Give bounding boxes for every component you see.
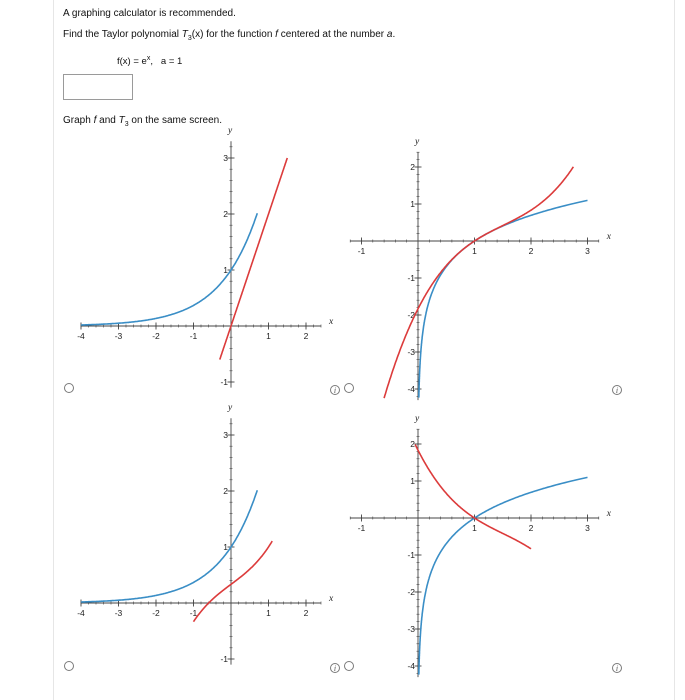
x-tick-label: -4 bbox=[77, 608, 85, 618]
graph-text: Graph bbox=[63, 115, 94, 126]
radio-option-b[interactable] bbox=[344, 383, 354, 393]
prompt-text: centered at the number bbox=[277, 29, 387, 40]
y-tick-label: 2 bbox=[410, 162, 415, 172]
x-tick-label: 2 bbox=[303, 608, 309, 618]
y-tick-label: -2 bbox=[407, 310, 415, 320]
info-icon[interactable]: i bbox=[612, 385, 622, 395]
f-curve bbox=[419, 200, 588, 397]
x-tick-label: -1 bbox=[357, 523, 366, 533]
radio-option-d[interactable] bbox=[344, 661, 354, 671]
x-tick-label: -1 bbox=[189, 331, 198, 341]
y-tick-label: -1 bbox=[407, 550, 415, 560]
function-separator: , bbox=[150, 56, 153, 68]
x-tick-label: 1 bbox=[472, 523, 477, 533]
x-tick-label: -3 bbox=[114, 331, 123, 341]
prompt-text: Find the Taylor polynomial bbox=[63, 29, 182, 40]
y-tick-label: -3 bbox=[407, 624, 415, 634]
info-icon[interactable]: i bbox=[612, 663, 622, 673]
x-tick-label: -1 bbox=[357, 246, 366, 256]
y-axis-label: y bbox=[415, 137, 420, 148]
y-tick-label: -2 bbox=[407, 587, 415, 597]
graph-option-c bbox=[65, 403, 335, 672]
x-tick-label: -2 bbox=[152, 331, 160, 341]
x-tick-label: 2 bbox=[528, 246, 534, 256]
poly-arg: (x) bbox=[191, 29, 204, 40]
x-tick-label: 2 bbox=[303, 331, 309, 341]
y-tick-label: 3 bbox=[223, 430, 228, 440]
graph-T: T bbox=[118, 115, 125, 126]
graph-option-b bbox=[345, 135, 615, 395]
t3-curve bbox=[415, 445, 531, 549]
question-prompt bbox=[63, 29, 395, 42]
x-axis-label: x bbox=[606, 509, 612, 519]
x-tick-label: 3 bbox=[585, 246, 590, 256]
info-icon[interactable]: i bbox=[330, 663, 340, 673]
function-letter: f bbox=[275, 29, 278, 40]
radio-option-c[interactable] bbox=[64, 661, 74, 671]
poly-subscript: 3 bbox=[187, 35, 192, 42]
calculator-note: A graphing calculator is recommended. bbox=[63, 8, 236, 19]
y-tick-label: -1 bbox=[220, 377, 228, 387]
x-tick-label: -1 bbox=[189, 608, 198, 618]
x-tick-label: -3 bbox=[114, 608, 123, 618]
y-tick-label: 1 bbox=[410, 476, 415, 486]
t3-curve bbox=[194, 541, 273, 622]
graph-f: f bbox=[93, 115, 97, 126]
x-tick-label: -4 bbox=[77, 331, 85, 341]
y-axis-label: y bbox=[228, 126, 233, 137]
graph-option-a bbox=[65, 126, 335, 395]
prompt-text: . bbox=[392, 29, 396, 40]
graph-subscript: 3 bbox=[124, 121, 129, 128]
function-exponent: x bbox=[146, 55, 151, 62]
y-tick-label: -4 bbox=[407, 384, 415, 394]
x-tick-label: 1 bbox=[266, 608, 271, 618]
y-tick-label: 1 bbox=[223, 542, 228, 552]
y-tick-label: -4 bbox=[407, 661, 415, 671]
y-tick-label: -1 bbox=[220, 654, 228, 664]
x-tick-label: -2 bbox=[152, 608, 160, 618]
y-tick-label: 2 bbox=[223, 486, 228, 496]
f-curve bbox=[419, 477, 588, 674]
y-tick-label: 2 bbox=[410, 439, 415, 449]
prompt-text: for the function bbox=[203, 29, 276, 40]
y-axis-label: y bbox=[228, 403, 233, 414]
function-definition bbox=[117, 55, 182, 67]
graph-instruction bbox=[63, 115, 222, 128]
x-axis-label: x bbox=[606, 232, 612, 242]
poly-name: T bbox=[181, 29, 188, 40]
radio-option-a[interactable] bbox=[64, 383, 74, 393]
y-axis-label: y bbox=[415, 414, 420, 425]
x-axis-label: x bbox=[329, 317, 334, 327]
y-tick-label: -1 bbox=[407, 273, 415, 283]
y-tick-label: 2 bbox=[223, 209, 228, 219]
y-tick-label: 1 bbox=[410, 199, 415, 209]
y-tick-label: 3 bbox=[223, 153, 228, 163]
graph-text: and bbox=[96, 115, 119, 126]
center-variable: a bbox=[386, 29, 393, 40]
y-tick-label: -3 bbox=[407, 347, 415, 357]
graph-text: on the same screen. bbox=[128, 115, 223, 126]
x-axis-label: x bbox=[329, 594, 334, 604]
function-lhs: f(x) = e bbox=[117, 56, 147, 68]
graph-option-d bbox=[345, 412, 615, 672]
x-tick-label: 3 bbox=[585, 523, 590, 533]
x-tick-label: 1 bbox=[266, 331, 271, 341]
x-tick-label: 2 bbox=[528, 523, 534, 533]
answer-input[interactable] bbox=[63, 74, 133, 100]
info-icon[interactable]: i bbox=[330, 385, 340, 395]
center-value: a = 1 bbox=[160, 56, 183, 68]
x-tick-label: 1 bbox=[472, 246, 477, 256]
y-tick-label: 1 bbox=[223, 265, 228, 275]
